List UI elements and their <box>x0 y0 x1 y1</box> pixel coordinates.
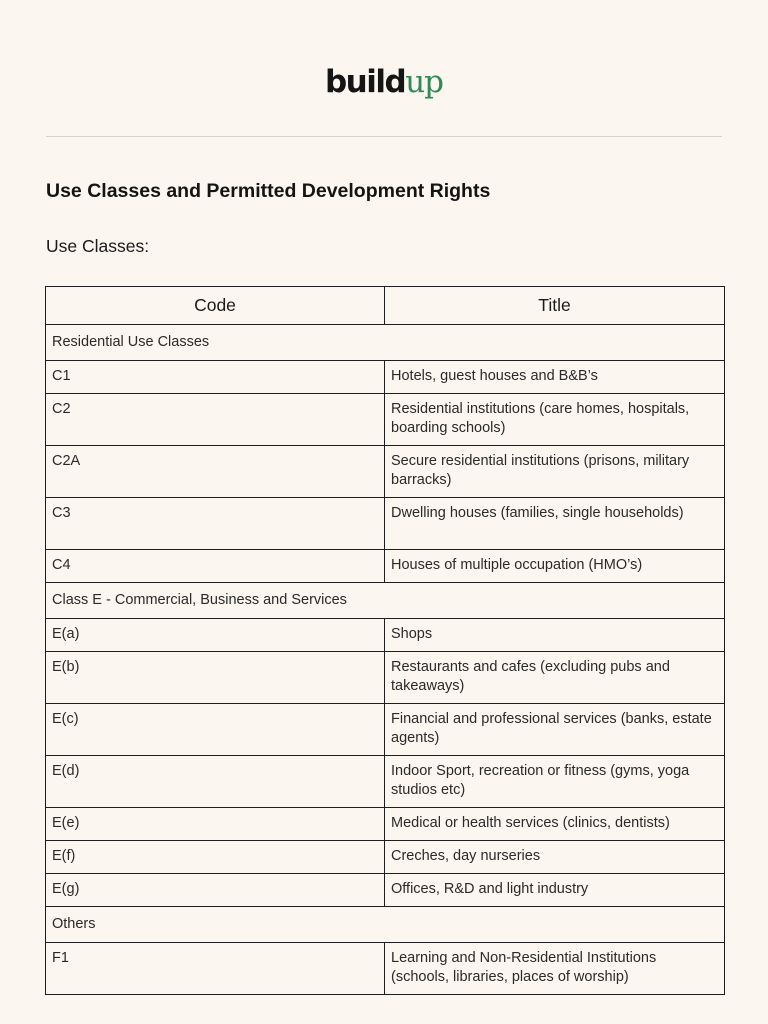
use-classes-table <box>45 286 725 995</box>
code-cell: E(g) <box>46 874 385 907</box>
logo-up-text: up <box>405 64 443 100</box>
group-row <box>46 583 725 619</box>
group-name: Residential Use Classes <box>46 325 725 361</box>
section-label: Use Classes: <box>46 236 150 256</box>
code-column-header: Code <box>46 287 385 325</box>
code-cell: E(e) <box>46 808 385 841</box>
group-row <box>46 907 725 943</box>
header-divider <box>46 136 722 137</box>
table-row <box>46 841 725 874</box>
title-cell: Dwelling houses (families, single households) <box>385 498 725 550</box>
table-row <box>46 498 725 550</box>
table-row <box>46 652 725 704</box>
code-cell: E(c) <box>46 704 385 756</box>
buildup-logo <box>0 62 768 102</box>
title-cell: Secure residential institutions (prisons, military barracks) <box>385 446 725 498</box>
table-row <box>46 361 725 394</box>
table-row <box>46 619 725 652</box>
code-cell: C3 <box>46 498 385 550</box>
table-row <box>46 756 725 808</box>
title-column-header: Title <box>385 287 725 325</box>
title-cell: Indoor Sport, recreation or fitness (gyms, yoga studios etc) <box>385 756 725 808</box>
title-cell: Creches, day nurseries <box>385 841 725 874</box>
table-row <box>46 446 725 498</box>
code-cell: E(f) <box>46 841 385 874</box>
code-cell: C1 <box>46 361 385 394</box>
title-cell: Shops <box>385 619 725 652</box>
group-name: Class E - Commercial, Business and Services <box>46 583 725 619</box>
title-cell: Medical or health services (clinics, dentists) <box>385 808 725 841</box>
title-cell: Residential institutions (care homes, hospitals, boarding schools) <box>385 394 725 446</box>
title-cell: Houses of multiple occupation (HMO’s) <box>385 550 725 583</box>
code-cell: C2A <box>46 446 385 498</box>
title-cell: Offices, R&D and light industry <box>385 874 725 907</box>
table-row <box>46 943 725 995</box>
code-cell: C4 <box>46 550 385 583</box>
title-cell: Learning and Non-Residential Institutions (schools, libraries, places of worship) <box>385 943 725 995</box>
code-cell: C2 <box>46 394 385 446</box>
table-header-row <box>46 287 725 325</box>
table-row <box>46 808 725 841</box>
title-cell: Hotels, guest houses and B&B’s <box>385 361 725 394</box>
code-cell: F1 <box>46 943 385 995</box>
group-row <box>46 325 725 361</box>
table-row <box>46 704 725 756</box>
code-cell: E(b) <box>46 652 385 704</box>
code-cell: E(d) <box>46 756 385 808</box>
code-cell: E(a) <box>46 619 385 652</box>
table-row <box>46 550 725 583</box>
title-cell: Financial and professional services (banks, estate agents) <box>385 704 725 756</box>
table-row <box>46 874 725 907</box>
group-name: Others <box>46 907 725 943</box>
document-title: Use Classes and Permitted Development Rights <box>46 180 491 202</box>
title-cell: Restaurants and cafes (excluding pubs and takeaways) <box>385 652 725 704</box>
logo-build-text: build <box>324 64 406 100</box>
table-row <box>46 394 725 446</box>
